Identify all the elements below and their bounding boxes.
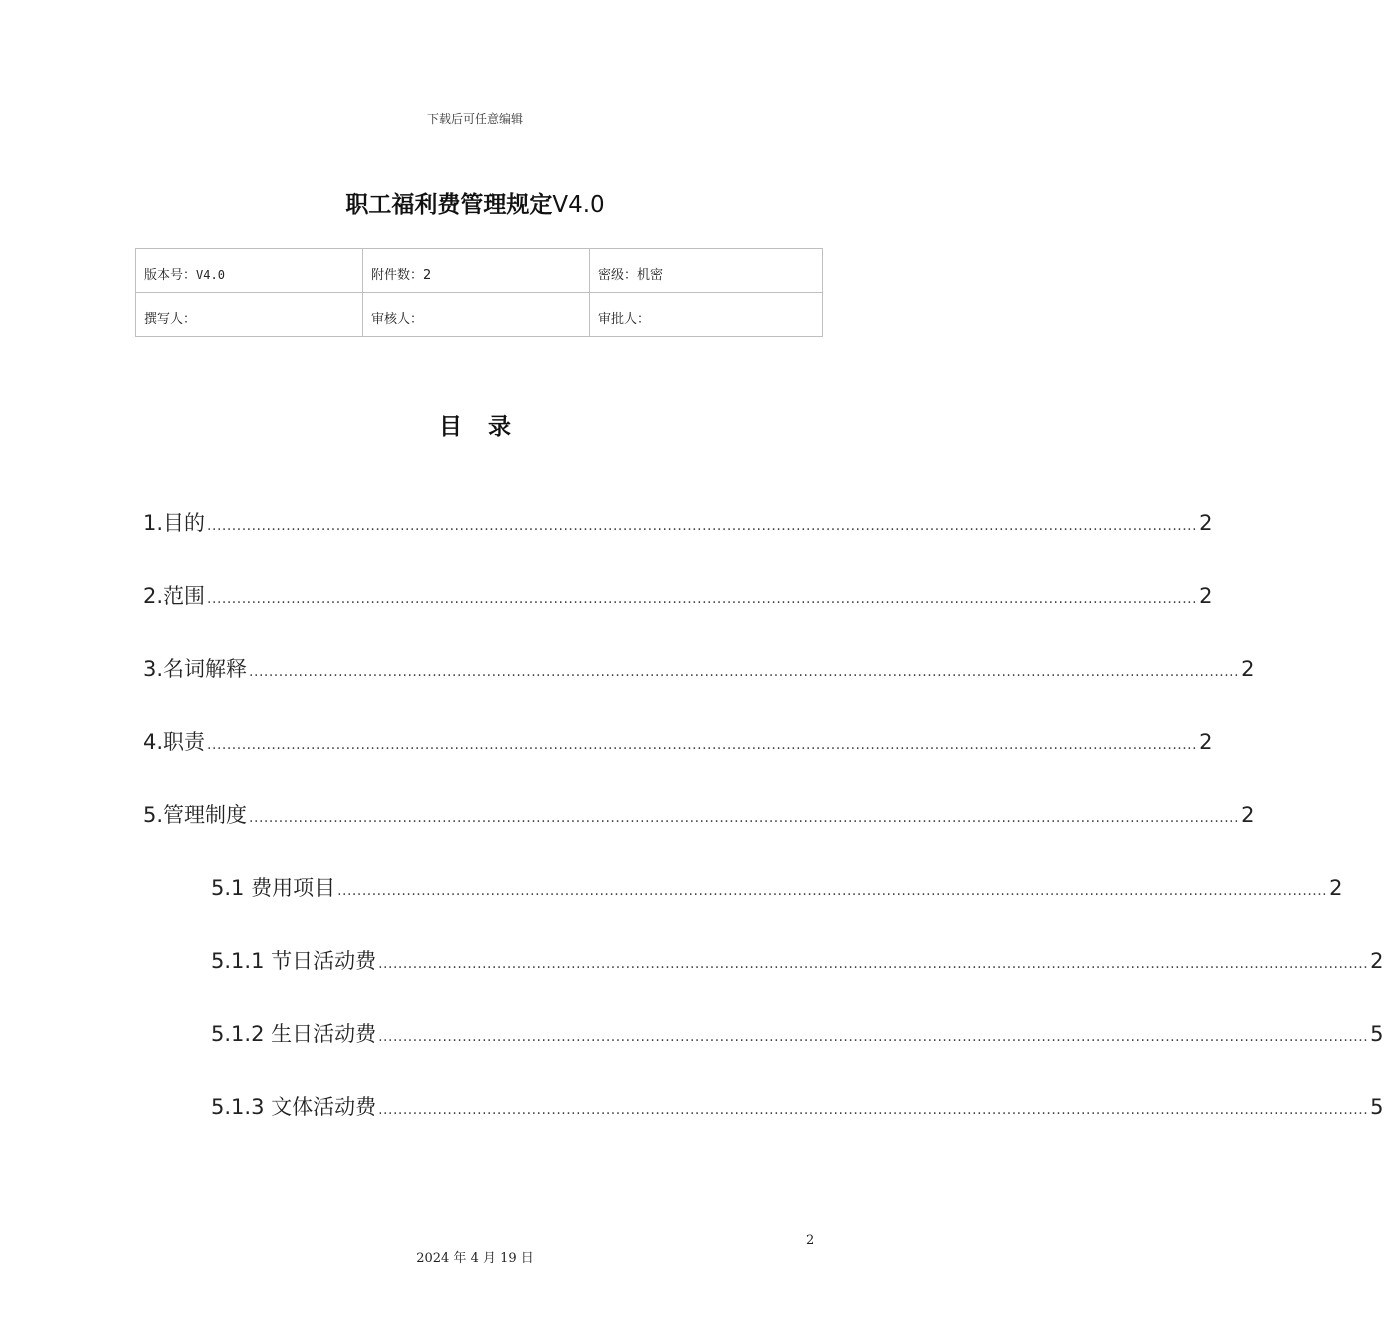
toc-entry-page: 2 [1329, 876, 1343, 900]
toc-entry[interactable] [211, 945, 1384, 975]
toc-entry-page: 2 [1241, 657, 1255, 681]
toc-dot-leader: ........................................................................................................................................................................................................ [378, 956, 1369, 972]
toc-entry[interactable] [143, 580, 1213, 610]
toc-dot-leader: ........................................................................................................................................................................................................ [249, 810, 1240, 826]
toc-entry[interactable] [143, 726, 1213, 756]
author-cell: 撰写人： [136, 293, 363, 337]
toc-entry[interactable] [143, 507, 1213, 537]
toc-dot-leader: ........................................................................................................................................................................................................ [337, 883, 1328, 899]
toc-entry-page: 2 [1241, 803, 1255, 827]
toc-entry[interactable] [143, 799, 1255, 829]
document-info-table [135, 248, 823, 337]
page-number: 2 [806, 1233, 815, 1248]
toc-entry-page: 2 [1199, 730, 1213, 754]
toc-entry-label: 5.管理制度 [143, 803, 248, 827]
toc-entry-page: 5 [1370, 1095, 1384, 1119]
title-version: V4.0 [552, 192, 605, 218]
toc-entry-label: 5.1.3 文体活动费 [211, 1095, 377, 1119]
toc-dot-leader: ........................................................................................................................................................................................................ [207, 591, 1198, 607]
toc-entry-page: 5 [1370, 1022, 1384, 1046]
toc-dot-leader: ........................................................................................................................................................................................................ [207, 737, 1198, 753]
toc-entry-label: 2.范围 [143, 584, 206, 608]
toc-dot-leader: ........................................................................................................................................................................................................ [378, 1029, 1369, 1045]
header-note: 下载后可任意编辑 [426, 112, 523, 126]
toc-dot-leader: ........................................................................................................................................................................................................ [207, 518, 1198, 534]
toc-entry-page: 2 [1199, 511, 1213, 535]
toc-entry[interactable] [211, 1018, 1384, 1048]
info-row [136, 293, 823, 337]
toc-entry-label: 5.1.2 生日活动费 [211, 1022, 377, 1046]
info-row [136, 249, 823, 293]
toc-entry[interactable] [143, 653, 1255, 683]
toc-entry-label: 1.目的 [143, 511, 206, 535]
version-label: 版本号： [144, 268, 197, 283]
footer-date: 2024 年 4 月 19 日 [416, 1251, 534, 1266]
attachments-cell: 附件数：2 [363, 249, 590, 293]
approver-cell: 审批人： [590, 293, 823, 337]
toc-entry[interactable] [211, 872, 1343, 902]
reviewer-cell: 审核人： [363, 293, 590, 337]
toc-entry-label: 5.1 费用项目 [211, 876, 336, 900]
title-main: 职工福利费管理规定 [345, 192, 553, 218]
version-cell [136, 249, 363, 293]
toc-heading: 目录 [439, 414, 537, 440]
toc-entry-page: 2 [1199, 584, 1213, 608]
toc-dot-leader: ........................................................................................................................................................................................................ [378, 1102, 1369, 1118]
toc-entry-page: 2 [1370, 949, 1384, 973]
toc-entry-label: 5.1.1 节日活动费 [211, 949, 377, 973]
toc-entry-label: 3.名词解释 [143, 657, 248, 681]
version-value: V4.0 [196, 268, 225, 282]
toc-dot-leader: ........................................................................................................................................................................................................ [249, 664, 1240, 680]
toc-entry[interactable] [211, 1091, 1384, 1121]
toc-entry-label: 4.职责 [143, 730, 206, 754]
security-cell: 密级：机密 [590, 249, 823, 293]
document-title [0, 186, 950, 219]
